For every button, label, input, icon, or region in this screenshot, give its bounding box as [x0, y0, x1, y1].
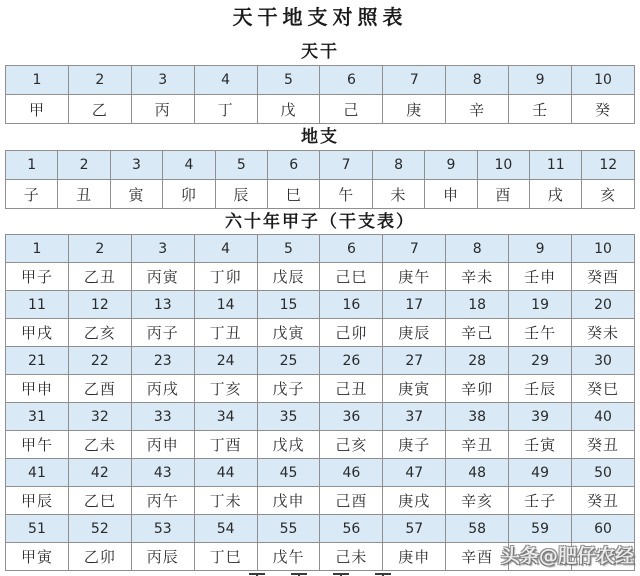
- table-cell: 壬辰: [509, 375, 572, 403]
- table-cell: 50: [572, 459, 635, 487]
- table-cell: 4: [194, 66, 257, 95]
- table-cell: 己巳: [320, 263, 383, 291]
- table-cell: 辛丑: [446, 431, 509, 459]
- table-cell: 9: [509, 66, 572, 95]
- table-cell: 丁巳: [194, 543, 257, 571]
- table-cell: 丙辰: [131, 543, 194, 571]
- table-cell: 60: [572, 515, 635, 543]
- table-cell: 14: [194, 291, 257, 319]
- table-cell: 3: [131, 66, 194, 95]
- table-cell: 癸未: [572, 319, 635, 347]
- table-cell: 己亥: [320, 431, 383, 459]
- table-cell: 戊子: [257, 375, 320, 403]
- table-cell: 庚: [383, 95, 446, 124]
- table-cell: 丙申: [131, 431, 194, 459]
- table-cell: 庚子: [383, 431, 446, 459]
- stems-table-body: [6, 66, 635, 124]
- table-cell: 癸: [572, 95, 635, 124]
- table-row: [6, 403, 635, 431]
- table-cell: 55: [257, 515, 320, 543]
- table-cell: 20: [572, 291, 635, 319]
- table-cell: 6: [320, 66, 383, 95]
- table-cell: 壬申: [509, 263, 572, 291]
- table-cell: 丁亥: [194, 375, 257, 403]
- table-cell: 5: [257, 235, 320, 263]
- table-cell: 7: [383, 235, 446, 263]
- table-cell: 甲午: [6, 431, 69, 459]
- table-cell: 26: [320, 347, 383, 375]
- stems-table: [5, 65, 635, 124]
- table-cell: 37: [383, 403, 446, 431]
- table-cell: 25: [257, 347, 320, 375]
- table-cell: 46: [320, 459, 383, 487]
- table-cell: 亥: [582, 180, 635, 209]
- table-cell: 壬午: [509, 319, 572, 347]
- table-cell: 戊辰: [257, 263, 320, 291]
- table-cell: 丁酉: [194, 431, 257, 459]
- table-cell: 34: [194, 403, 257, 431]
- table-cell: 乙未: [68, 431, 131, 459]
- table-cell: 戌: [530, 180, 582, 209]
- table-row: [6, 180, 635, 209]
- table-cell: 子: [6, 180, 58, 209]
- table-cell: 己: [320, 95, 383, 124]
- table-row: [6, 459, 635, 487]
- table-cell: 43: [131, 459, 194, 487]
- table-cell: 11: [6, 291, 69, 319]
- table-cell: 1: [6, 151, 58, 180]
- page: [5, 0, 635, 576]
- table-cell: 29: [509, 347, 572, 375]
- table-row: [6, 515, 635, 543]
- table-cell: 丁卯: [194, 263, 257, 291]
- table-cell: 17: [383, 291, 446, 319]
- table-cell: 己未: [320, 543, 383, 571]
- table-cell: 24: [194, 347, 257, 375]
- branches-heading: 地支: [301, 127, 339, 147]
- table-cell: 7: [320, 151, 372, 180]
- table-cell: 乙亥: [68, 319, 131, 347]
- table-cell: 丁丑: [194, 319, 257, 347]
- table-cell: 丙戌: [131, 375, 194, 403]
- table-cell: 9: [509, 235, 572, 263]
- table-cell: 2: [68, 235, 131, 263]
- table-cell: 39: [509, 403, 572, 431]
- table-cell: 3: [110, 151, 162, 180]
- table-cell: 酉: [477, 180, 529, 209]
- table-cell: 42: [68, 459, 131, 487]
- table-cell: 辛卯: [446, 375, 509, 403]
- table-cell: 1: [6, 66, 69, 95]
- table-cell: 丁: [194, 95, 257, 124]
- table-cell: 2: [68, 66, 131, 95]
- table-cell: 甲寅: [6, 543, 69, 571]
- table-cell: 11: [530, 151, 582, 180]
- table-cell: 8: [446, 66, 509, 95]
- table-cell: 乙丑: [68, 263, 131, 291]
- table-cell: 甲申: [6, 375, 69, 403]
- table-cell: 1: [6, 235, 69, 263]
- table-cell: 辛未: [446, 263, 509, 291]
- table-cell: 19: [509, 291, 572, 319]
- table-cell: 己酉: [320, 487, 383, 515]
- table-cell: 9: [425, 151, 477, 180]
- table-cell: 16: [320, 291, 383, 319]
- table-cell: 乙: [68, 95, 131, 124]
- table-cell: 23: [131, 347, 194, 375]
- table-cell: 壬子: [509, 487, 572, 515]
- table-cell: 己丑: [320, 375, 383, 403]
- table-cell: 癸酉: [572, 263, 635, 291]
- table-cell: 戊寅: [257, 319, 320, 347]
- table-cell: 21: [6, 347, 69, 375]
- table-cell: 甲: [6, 95, 69, 124]
- table-row: [6, 375, 635, 403]
- table-cell: 甲子: [6, 263, 69, 291]
- table-cell: 4: [194, 235, 257, 263]
- table-row: [6, 319, 635, 347]
- jiazi-table-body: [6, 235, 635, 571]
- table-cell: 乙巳: [68, 487, 131, 515]
- table-cell: 47: [383, 459, 446, 487]
- table-cell: 44: [194, 459, 257, 487]
- table-cell: 59: [509, 515, 572, 543]
- table-cell: 40: [572, 403, 635, 431]
- table-cell: 56: [320, 515, 383, 543]
- table-cell: 甲戌: [6, 319, 69, 347]
- table-cell: 辛亥: [446, 487, 509, 515]
- table-cell: 8: [446, 235, 509, 263]
- table-row: [6, 95, 635, 124]
- table-cell: 甲辰: [6, 487, 69, 515]
- jiazi-heading: 六十年甲子（干支表）: [225, 212, 415, 232]
- table-cell: 卯: [163, 180, 215, 209]
- table-cell: 巳: [268, 180, 320, 209]
- table-cell: 申: [425, 180, 477, 209]
- table-cell: 22: [68, 347, 131, 375]
- table-cell: 戊申: [257, 487, 320, 515]
- table-cell: 8: [372, 151, 424, 180]
- table-cell: 辰: [215, 180, 267, 209]
- table-cell: 丙子: [131, 319, 194, 347]
- table-cell: 2: [58, 151, 110, 180]
- table-cell: 12: [68, 291, 131, 319]
- table-cell: 41: [6, 459, 69, 487]
- table-cell: 己卯: [320, 319, 383, 347]
- table-cell: 48: [446, 459, 509, 487]
- table-cell: 3: [131, 235, 194, 263]
- table-cell: 辛己: [446, 319, 509, 347]
- table-row: [6, 291, 635, 319]
- table-cell: 丙: [131, 95, 194, 124]
- page-title: 天干地支对照表: [232, 5, 408, 29]
- table-cell: 戊戌: [257, 431, 320, 459]
- table-row: [6, 66, 635, 95]
- jiazi-table-wrap: [5, 234, 635, 571]
- table-cell: 丑: [58, 180, 110, 209]
- table-cell: 12: [582, 151, 635, 180]
- table-cell: 18: [446, 291, 509, 319]
- table-cell: 乙卯: [68, 543, 131, 571]
- table-cell: 10: [572, 235, 635, 263]
- table-cell: 癸丑: [572, 431, 635, 459]
- table-cell: 壬: [509, 95, 572, 124]
- table-cell: 午: [320, 180, 372, 209]
- table-cell: 51: [6, 515, 69, 543]
- table-cell: 庚寅: [383, 375, 446, 403]
- table-row: [6, 487, 635, 515]
- table-cell: 36: [320, 403, 383, 431]
- table-cell: 58: [446, 515, 509, 543]
- table-cell: 5: [257, 66, 320, 95]
- table-cell: 54: [194, 515, 257, 543]
- stems-heading: 天干: [301, 42, 339, 62]
- table-cell: 6: [268, 151, 320, 180]
- table-cell: 庚戌: [383, 487, 446, 515]
- table-cell: [572, 543, 635, 571]
- table-cell: 10: [572, 66, 635, 95]
- jiazi-table: [5, 234, 635, 571]
- table-row: [6, 263, 635, 291]
- table-cell: 27: [383, 347, 446, 375]
- table-cell: 乙酉: [68, 375, 131, 403]
- table-row: [6, 543, 635, 571]
- table-cell: 戊: [257, 95, 320, 124]
- table-cell: 32: [68, 403, 131, 431]
- table-cell: 57: [383, 515, 446, 543]
- table-cell: 30: [572, 347, 635, 375]
- table-cell: 寅: [110, 180, 162, 209]
- table-cell: 15: [257, 291, 320, 319]
- table-cell: 未: [372, 180, 424, 209]
- table-row: [6, 235, 635, 263]
- table-row: [6, 431, 635, 459]
- table-cell: 52: [68, 515, 131, 543]
- table-cell: 33: [131, 403, 194, 431]
- table-cell: 辛酉: [446, 543, 509, 571]
- table-cell: 35: [257, 403, 320, 431]
- table-cell: 丁未: [194, 487, 257, 515]
- table-cell: 庚申: [383, 543, 446, 571]
- table-cell: [509, 543, 572, 571]
- table-cell: 28: [446, 347, 509, 375]
- table-cell: 13: [131, 291, 194, 319]
- table-row: [6, 151, 635, 180]
- table-cell: 癸丑: [572, 487, 635, 515]
- table-cell: 6: [320, 235, 383, 263]
- table-cell: 戊午: [257, 543, 320, 571]
- branches-table-body: [6, 151, 635, 209]
- table-cell: 5: [215, 151, 267, 180]
- table-cell: 49: [509, 459, 572, 487]
- table-cell: 壬寅: [509, 431, 572, 459]
- table-cell: 癸巳: [572, 375, 635, 403]
- table-row: [6, 347, 635, 375]
- table-cell: 丙午: [131, 487, 194, 515]
- table-cell: 10: [477, 151, 529, 180]
- table-cell: 38: [446, 403, 509, 431]
- branches-table: [5, 150, 635, 209]
- table-cell: 庚午: [383, 263, 446, 291]
- table-cell: 辛: [446, 95, 509, 124]
- table-cell: 31: [6, 403, 69, 431]
- watermark-text: 头条@肥仔农经: [500, 545, 634, 567]
- table-cell: 7: [383, 66, 446, 95]
- table-cell: 庚辰: [383, 319, 446, 347]
- table-cell: 45: [257, 459, 320, 487]
- table-cell: 4: [163, 151, 215, 180]
- table-cell: 53: [131, 515, 194, 543]
- table-cell: 丙寅: [131, 263, 194, 291]
